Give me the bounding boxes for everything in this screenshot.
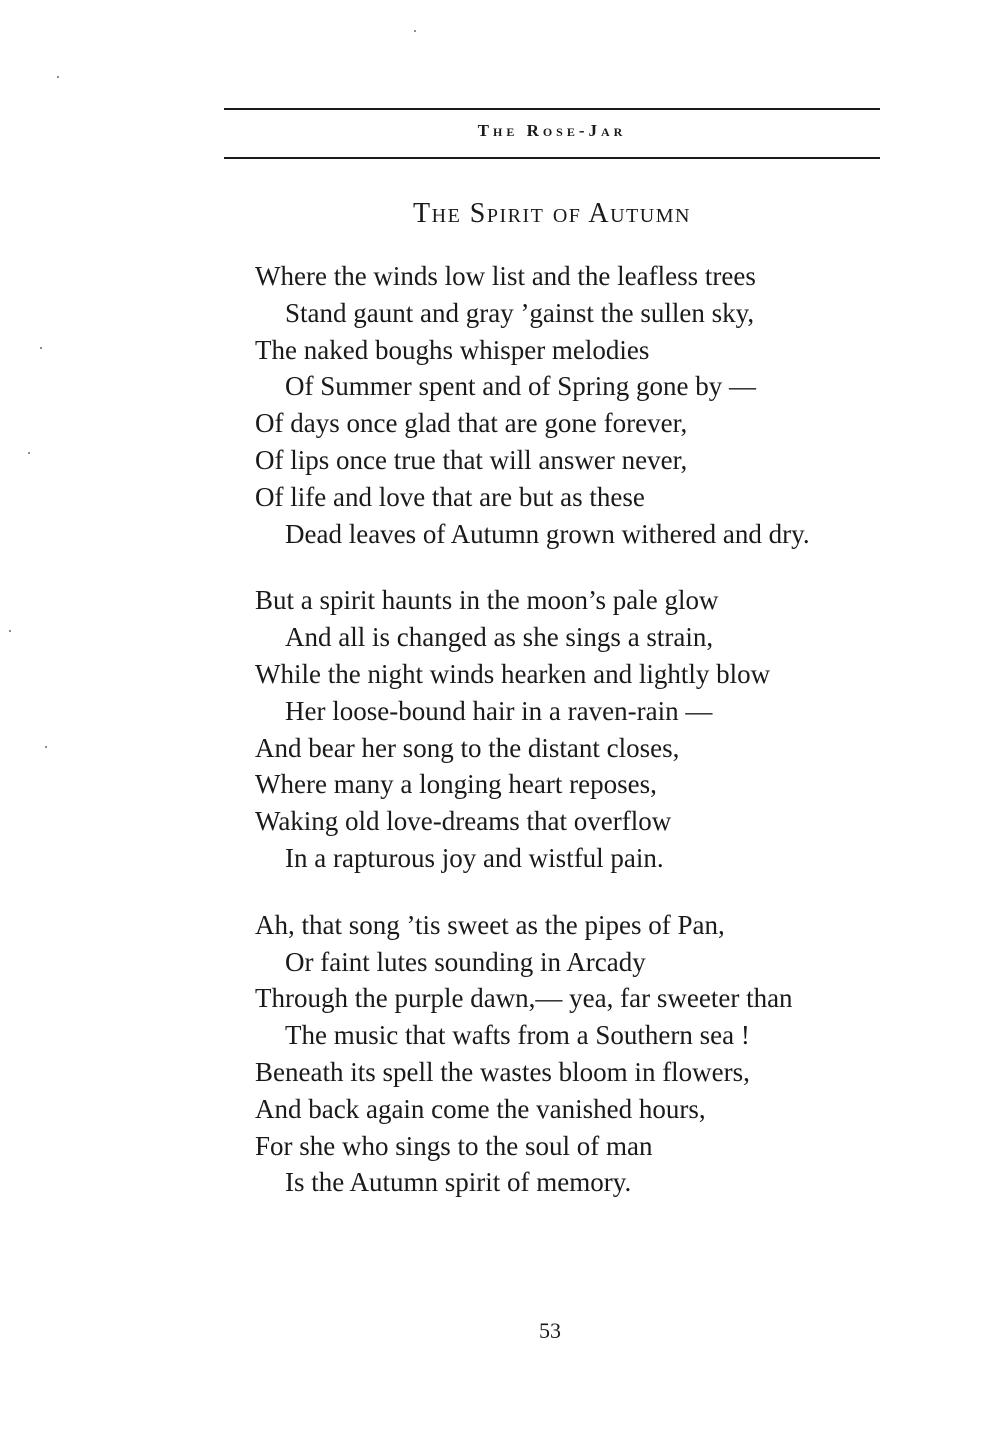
- header-rule-bottom: [224, 157, 880, 159]
- poem-line: Where many a longing heart reposes,: [255, 769, 657, 800]
- poem-line: The naked boughs whisper melodies: [255, 334, 650, 365]
- page-number: 53: [539, 1318, 561, 1343]
- scan-speck: [40, 347, 42, 349]
- stanza: [255, 582, 915, 876]
- scan-speck: [45, 746, 47, 748]
- poem-line: Of life and love that are but as these: [255, 481, 645, 512]
- poem-line: Dead leaves of Autumn grown withered and dry.: [285, 518, 810, 549]
- scan-speck: [414, 30, 416, 32]
- poem-line: Beneath its spell the wastes bloom in flowers,: [255, 1056, 750, 1087]
- poem-line: Of lips once true that will answer never,: [255, 444, 688, 475]
- poem-line: Waking old love-dreams that overflow: [255, 806, 672, 837]
- poem-body: [255, 258, 915, 1231]
- poem-line: For she who sings to the soul of man: [255, 1130, 653, 1161]
- poem-line: While the night winds hearken and lightly blow: [255, 658, 771, 689]
- poem-line: In a rapturous joy and wistful pain.: [285, 842, 664, 873]
- poem-line: Of days once glad that are gone forever,: [255, 408, 688, 439]
- poem-line: Stand gaunt and gray ’gainst the sullen sky,: [285, 297, 755, 328]
- poem-line: And bear her song to the distant closes,: [255, 732, 680, 763]
- header-rule-top: [224, 108, 880, 110]
- scan-speck: [57, 76, 59, 78]
- poem-line: Where the winds low list and the leafless trees: [255, 261, 756, 291]
- poem-line: The music that wafts from a Southern sea !: [285, 1020, 750, 1051]
- stanza: [255, 907, 915, 1201]
- poem-line: Her loose-bound hair in a raven-rain —: [285, 695, 713, 726]
- poem-title: The Spirit of Autumn: [413, 198, 691, 229]
- running-head: The Rose-Jar: [477, 121, 627, 140]
- stanza: [255, 258, 915, 552]
- poem-line: Or faint lutes sounding in Arcady: [285, 946, 646, 977]
- poem-line: Through the purple dawn,— yea, far sweeter than: [255, 983, 793, 1014]
- poem-line: Is the Autumn spirit of memory.: [285, 1167, 632, 1198]
- scan-speck: [9, 630, 11, 632]
- scan-speck: [28, 452, 30, 454]
- poem-line: But a spirit haunts in the moon’s pale glow: [255, 585, 719, 616]
- poem-line: Ah, that song ’tis sweet as the pipes of Pan,: [255, 909, 725, 940]
- poem-line: Of Summer spent and of Spring gone by —: [285, 371, 756, 402]
- poem-line: And back again come the vanished hours,: [255, 1093, 706, 1124]
- poem-line: And all is changed as she sings a strain,: [285, 622, 714, 653]
